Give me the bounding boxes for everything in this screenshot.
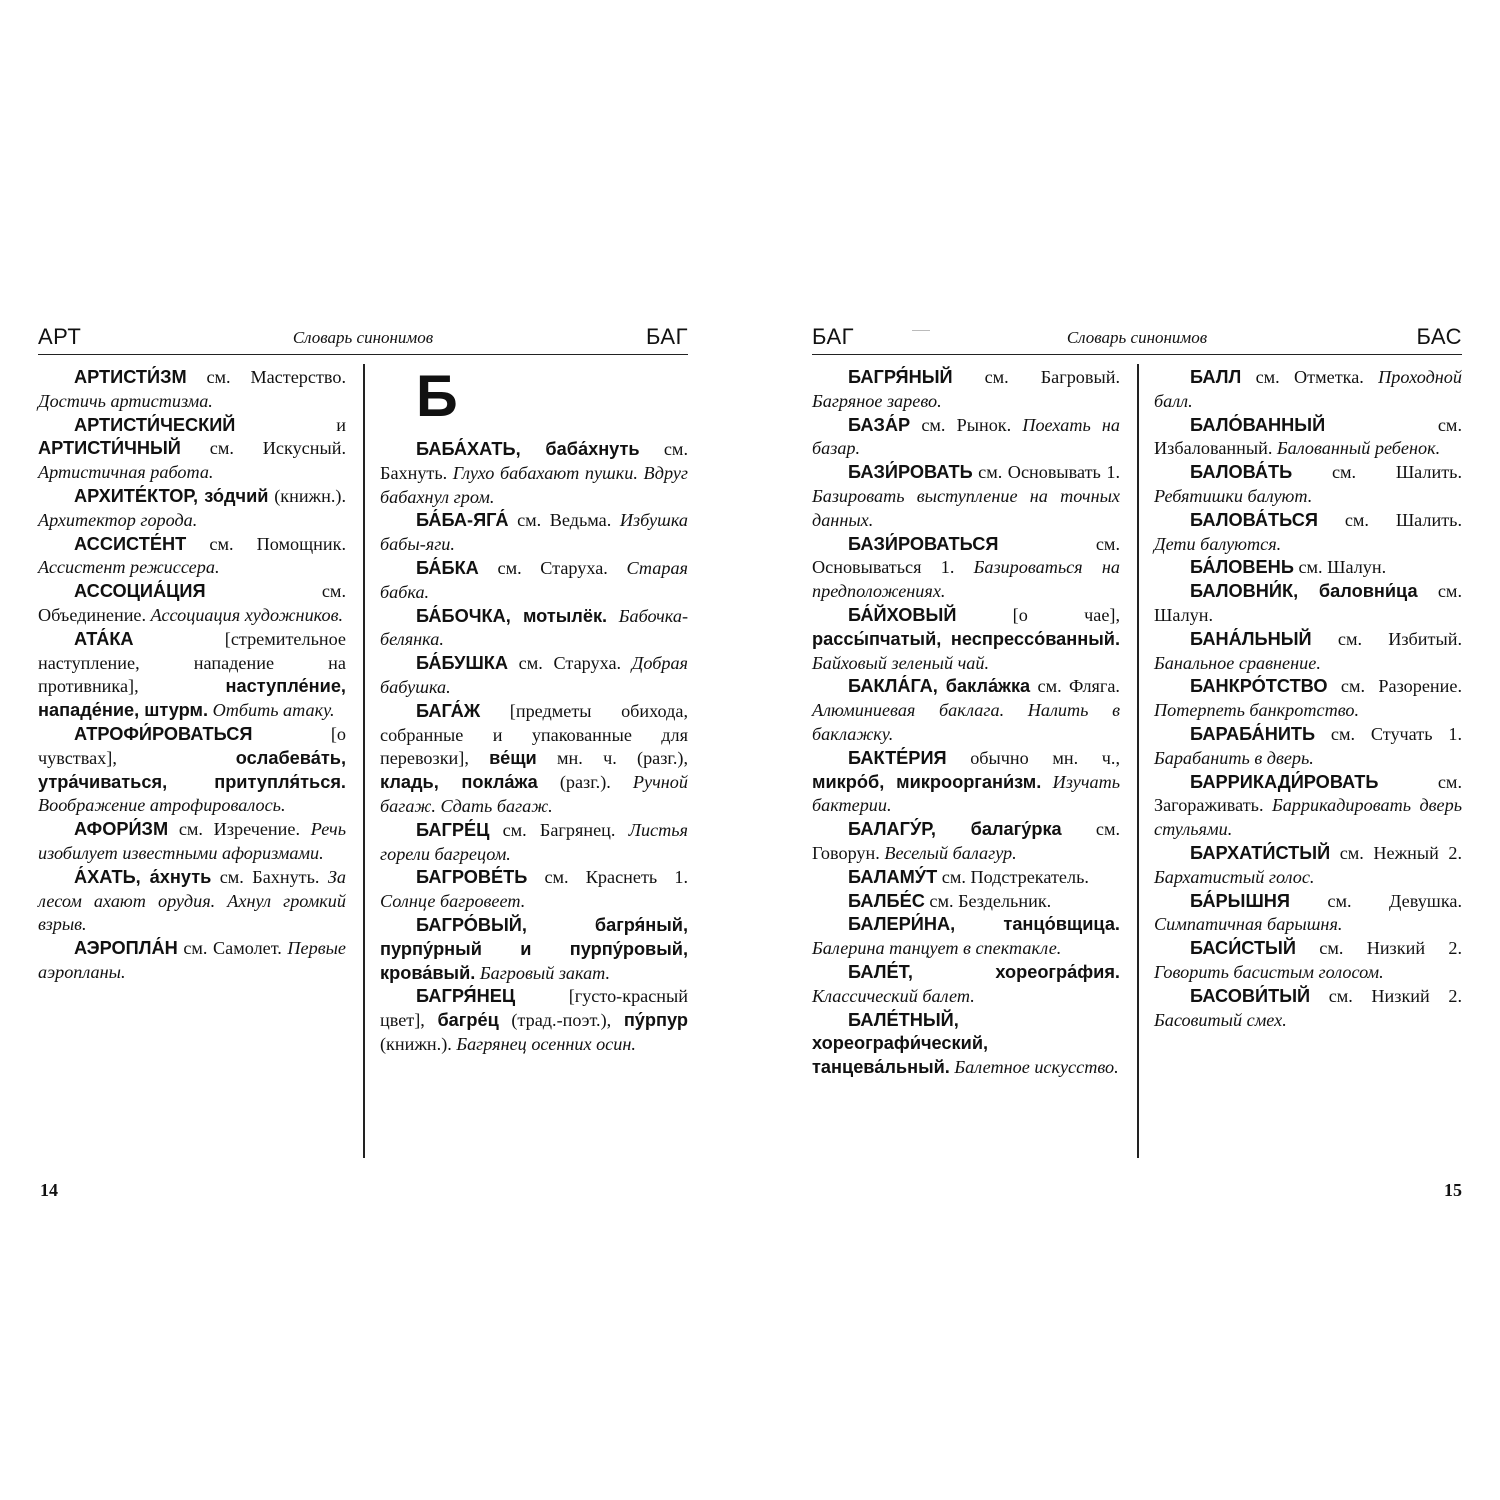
synonym: АРТИСТИ́ЧНЫЙ	[38, 438, 181, 459]
headword: БАНКРО́ТСТВО	[1190, 676, 1328, 697]
entry-text: см. Объединение.	[38, 581, 346, 625]
dictionary-entry	[812, 533, 1120, 604]
dictionary-entry	[380, 819, 688, 867]
entry-text: см. Основываться 1.	[812, 533, 1120, 578]
column-left	[812, 366, 1120, 1080]
usage-example: Багрянец осенних осин.	[456, 1033, 636, 1054]
usage-example: Базироваться на предположениях.	[812, 557, 1120, 602]
dictionary-entry	[1154, 628, 1462, 676]
headword: БА́РЫШНЯ	[1190, 890, 1290, 911]
entry-text: мн. ч. (разг.),	[536, 748, 688, 769]
usage-example: Баррикадировать дверь стульями.	[1154, 795, 1462, 840]
dictionary-entry	[38, 414, 346, 485]
entry-text: см. Шалун.	[1154, 581, 1462, 625]
headword: БАГРОВЕ́ТЬ	[416, 867, 528, 888]
headword: БАЛОВА́ТЬ	[1190, 462, 1293, 483]
headword: БАЛБЕ́С	[848, 890, 925, 911]
dictionary-entry	[1154, 461, 1462, 509]
dictionary-entry	[38, 818, 346, 866]
dictionary-entry	[38, 533, 346, 581]
headword: БАЛОВА́ТЬСЯ	[1190, 509, 1318, 530]
synonym: наступле́ние, нападе́ние, штурм.	[38, 676, 346, 721]
dictionary-entry	[380, 509, 688, 557]
headword: БА́БОЧКА, мотылёк.	[416, 605, 608, 626]
entry-text: см. Рынок.	[910, 414, 1023, 435]
usage-example: Избушка бабы-яги.	[380, 510, 688, 555]
entry-text: см. Искусный.	[180, 438, 346, 459]
header-rule	[812, 354, 1462, 355]
dictionary-entry	[812, 604, 1120, 675]
entry-text: (книжн.).	[268, 485, 346, 506]
headword: АРХИТЕ́КТОР, зо́дчий	[74, 485, 269, 506]
entry-text: см. Стучать 1.	[1315, 723, 1462, 744]
dictionary-entry	[1154, 509, 1462, 557]
page-number: 15	[1444, 1180, 1462, 1200]
usage-example: Глухо бабахают пушки. Вдруг бабахнул гром.	[380, 462, 688, 507]
headword: БАГРЯ́НЕЦ	[416, 986, 516, 1007]
entry-text: см. Шалун.	[1293, 557, 1387, 578]
headword: АРТИСТИ́ЧЕСКИЙ	[74, 414, 236, 435]
entry-text: см. Разорение.	[1327, 676, 1462, 697]
entry-text: см. Ведьма.	[508, 510, 620, 531]
entry-text: (книжн.).	[380, 1033, 457, 1054]
headword: БАЗИ́РОВАТЬСЯ	[848, 533, 999, 554]
headword: БАЛЛ	[1190, 367, 1242, 387]
dictionary-entry	[812, 913, 1120, 961]
entry-text: см. Отметка.	[1241, 367, 1379, 387]
headword: БАНА́ЛЬНЫЙ	[1190, 628, 1312, 649]
usage-example: Балованный ребенок.	[1276, 438, 1441, 459]
dictionary-entry	[812, 1009, 1120, 1080]
usage-example: Артистичная работа.	[38, 462, 214, 483]
dictionary-entry	[812, 747, 1120, 818]
headword: АЭРОПЛА́Н	[74, 938, 178, 959]
entry-text: см. Помощник.	[186, 533, 346, 554]
entries	[380, 438, 688, 1057]
dictionary-entry	[812, 890, 1120, 914]
headword: БАКТЕ́РИЯ	[848, 747, 947, 768]
headword: БАСИ́СТЫЙ	[1190, 938, 1296, 959]
entry-text: [стремительное наступление, нападение на противника],	[38, 628, 346, 697]
usage-example: Листья горели багрецом.	[380, 819, 688, 864]
headword: БАГА́Ж	[416, 700, 481, 721]
headword: БАЛОВНИ́К, баловни́ца	[1190, 581, 1418, 602]
column-right	[380, 366, 688, 1057]
usage-example: Веселый балагур.	[884, 842, 1017, 863]
usage-example: Симпатичная барышня.	[1154, 914, 1343, 935]
book-title: Словарь синонимов	[292, 328, 434, 347]
dictionary-entry	[38, 366, 346, 414]
dictionary-entry	[812, 675, 1120, 746]
dictionary-entry	[1154, 556, 1462, 580]
entry-text: см. Фляга.	[1030, 676, 1120, 697]
guide-word-first: АРТ	[38, 324, 82, 349]
dictionary-entry	[1154, 842, 1462, 890]
page-number: 14	[40, 1180, 58, 1200]
headword: БАЛО́ВАННЫЙ	[1190, 414, 1326, 435]
headword: АРТИСТИ́ЗМ	[74, 367, 187, 387]
entry-text: см. Старуха.	[507, 653, 632, 674]
headword: БА́БКА	[416, 557, 479, 578]
dictionary-entry	[1154, 771, 1462, 842]
entry-text: см. Загораживать.	[1154, 771, 1462, 816]
synonym: багре́ц	[437, 1010, 499, 1031]
synonym: кладь, покла́жа	[380, 772, 538, 793]
entry-text: см. Бездельник.	[924, 890, 1052, 911]
headword: БА́ЙХОВЫЙ	[848, 604, 957, 625]
dictionary-entry	[1154, 985, 1462, 1033]
entry-text: см. Шалить.	[1317, 509, 1462, 530]
headword: БАЗА́Р	[848, 414, 911, 435]
headword: А́ХАТЬ, а́хнуть	[74, 866, 212, 887]
headword: БАЛАМУ́Т	[848, 866, 938, 887]
usage-example: За лесом ахают орудия. Ахнул громкий взрыв.	[38, 866, 346, 935]
dictionary-entry	[38, 485, 346, 533]
usage-example: Ребятишки балуют.	[1154, 485, 1313, 506]
headword: БАРАБА́НИТЬ	[1190, 723, 1316, 744]
dictionary-entry	[380, 700, 688, 819]
headword: БАГРЯ́НЫЙ	[848, 367, 953, 387]
dictionary-entry	[1154, 414, 1462, 462]
dictionary-entry	[380, 914, 688, 985]
headword: БА́БА-ЯГА́	[416, 510, 509, 531]
usage-example: Классический балет.	[812, 985, 975, 1006]
dictionary-entry	[812, 366, 1120, 414]
headword: БАРРИКАДИ́РОВАТЬ	[1190, 771, 1379, 792]
entry-text	[1041, 772, 1052, 792]
headword: БАЛЕРИ́НА, танцо́вщица.	[848, 914, 1120, 935]
headword: БАГРЕ́Ц	[416, 819, 490, 840]
usage-example: Банальное сравнение.	[1154, 652, 1321, 673]
headword: БАКЛА́ГА, бакла́жка	[848, 676, 1031, 697]
entry-text: см. Изречение.	[168, 819, 311, 840]
dictionary-entry	[38, 628, 346, 723]
dictionary-entry	[812, 961, 1120, 1009]
entry-text: [предметы обихода, собранные и упакованные для перевозки],	[380, 700, 688, 769]
usage-example: Багряное зарево.	[812, 390, 942, 411]
dictionary-entry	[38, 723, 346, 818]
entry-text: см. Шалить.	[1292, 462, 1462, 483]
section-letter: Б	[416, 364, 458, 429]
column-divider	[1137, 364, 1139, 1158]
headword: АССОЦИА́ЦИЯ	[74, 581, 206, 602]
headword: БАГРО́ВЫЙ, багря́ный, пурпу́рный и пурпу́ровый, крова́вый.	[380, 914, 688, 983]
usage-example: Достичь артистизма.	[38, 390, 213, 411]
entry-text: (разг.).	[537, 772, 633, 793]
dictionary-entry	[380, 605, 688, 653]
usage-example: Потерпеть банкротство.	[1154, 700, 1360, 721]
dictionary-entry	[1154, 890, 1462, 938]
entry-text	[607, 606, 619, 626]
column-right	[1154, 366, 1462, 1032]
usage-example: Ручной багаж. Сдать багаж.	[380, 772, 688, 816]
synonym: пу́рпур	[623, 1010, 688, 1031]
dictionary-entry	[380, 866, 688, 914]
usage-example: Добрая бабушка.	[380, 653, 688, 697]
dictionary-entry	[1154, 580, 1462, 628]
dictionary-entry	[38, 580, 346, 628]
entry-text: см. Низкий 2.	[1295, 938, 1462, 959]
entry-text: см. Нежный 2.	[1330, 842, 1462, 863]
entry-text: см. Основывать 1.	[972, 462, 1120, 483]
entry-text: см. Багрянец.	[489, 819, 629, 840]
headword: БАЛАГУ́Р, балагу́рка	[848, 819, 1062, 840]
entry-text: см. Бахнуть.	[380, 439, 688, 483]
entry-text: см. Краснеть 1.	[527, 867, 688, 888]
usage-example: Изучать бактерии.	[812, 771, 1120, 816]
headword: БА́БУШКА	[416, 653, 508, 674]
column-divider	[363, 364, 365, 1158]
usage-example: Ассистент режиссера.	[38, 557, 220, 578]
entry-text: [о чае],	[956, 604, 1120, 625]
synonym: ослабева́ть, утра́чиваться, притупля́ться.	[38, 747, 346, 792]
headword: БАРХАТИ́СТЫЙ	[1190, 842, 1331, 863]
usage-example: Дети балуются.	[1154, 533, 1282, 554]
running-head	[38, 322, 688, 356]
headword: АССИСТЕ́НТ	[74, 533, 187, 554]
dictionary-entry	[1154, 366, 1462, 414]
synonym: ве́щи	[489, 748, 537, 769]
headword: БАБА́ХАТЬ, баба́хнуть	[416, 439, 640, 459]
headword: БАСОВИ́ТЫЙ	[1190, 985, 1311, 1006]
entry-text: см. Самолет.	[177, 938, 288, 959]
guide-word-first: БАГ	[812, 324, 855, 349]
usage-example: Солнце багровеет.	[380, 891, 526, 912]
entry-text: см. Избалованный.	[1154, 414, 1462, 459]
header-rule	[38, 354, 688, 355]
headword: БАЛЕ́ТНЫЙ, хореографи́ческий, танцева́льный.	[812, 1009, 989, 1078]
usage-example: Проходной балл.	[1154, 367, 1462, 411]
entry-text: см. Девушка.	[1289, 890, 1462, 911]
headword: АТА́КА	[74, 628, 134, 649]
dictionary-entry	[380, 652, 688, 700]
entry-text: см. Подстрекатель.	[937, 866, 1089, 887]
running-head	[812, 322, 1462, 356]
usage-example: Речь изобилует известными афоризмами.	[38, 819, 346, 863]
dictionary-entry	[380, 438, 688, 509]
entry-text: см. Старуха.	[478, 557, 627, 578]
usage-example: Старая бабка.	[380, 557, 688, 602]
headword: АТРОФИ́РОВАТЬСЯ	[74, 723, 253, 744]
dictionary-entry	[1154, 723, 1462, 771]
dictionary-entry	[812, 414, 1120, 462]
entry-text: см. Бахнуть.	[211, 866, 328, 887]
dictionary-entry	[38, 937, 346, 985]
usage-example: Базировать выступление на точных данных.	[812, 485, 1120, 530]
usage-example: Балетное искусство.	[954, 1057, 1119, 1078]
entry-text: см. Говорун.	[812, 819, 1120, 863]
entry-text: см. Низкий 2.	[1310, 985, 1462, 1006]
entry-text: см. Избитый.	[1311, 628, 1462, 649]
guide-word-last: БАГ	[645, 324, 688, 349]
dictionary-entry	[380, 985, 688, 1056]
entry-text: см. Багровый.	[952, 367, 1120, 387]
headword: АФОРИ́ЗМ	[74, 819, 169, 840]
usage-example: Бабочка-белянка.	[380, 605, 688, 650]
usage-example: Барабанить в дверь.	[1154, 747, 1314, 768]
usage-example: Басовитый смех.	[1154, 1009, 1287, 1030]
headword: БАЛЕ́Т, хореогра́фия.	[848, 961, 1120, 982]
usage-example: Говорить басистым голосом.	[1154, 961, 1384, 982]
usage-example: Багровый закат.	[479, 962, 611, 983]
usage-example: Архитектор города.	[38, 509, 198, 530]
synonym: микро́б, микрооргани́зм.	[812, 771, 1042, 792]
entry-text: обычно мн. ч.,	[946, 747, 1120, 768]
dictionary-entry	[812, 818, 1120, 866]
entry-text: и	[235, 414, 346, 435]
entry-text: [о чувствах],	[38, 723, 346, 768]
headword: БАЗИ́РОВАТЬ	[848, 462, 973, 483]
right-page	[812, 322, 1462, 1202]
entry-text: [густо-красный цвет],	[380, 986, 688, 1031]
entry-text: (трад.-поэт.),	[498, 1010, 624, 1031]
dictionary-entry	[380, 557, 688, 605]
book-title: Словарь синонимов	[1066, 328, 1208, 347]
usage-example: Поехать на базар.	[812, 414, 1120, 459]
synonym: рассы́пчатый, неспрессо́ванный.	[812, 628, 1120, 649]
column-left	[38, 366, 346, 985]
dictionary-entry	[812, 461, 1120, 532]
headword: БА́ЛОВЕНЬ	[1190, 557, 1294, 578]
usage-example: Алюминиевая баклага. Налить в баклажку.	[812, 700, 1120, 744]
usage-example: Отбить атаку.	[212, 700, 335, 721]
dictionary-entry	[38, 866, 346, 937]
usage-example: Байховый зеленый чай.	[812, 652, 990, 673]
usage-example: Воображение атрофировалось.	[38, 795, 286, 816]
usage-example: Первые аэропланы.	[38, 938, 346, 982]
entry-text: см. Мастерство.	[186, 367, 346, 387]
dictionary-entry	[1154, 675, 1462, 723]
dictionary-entry	[812, 866, 1120, 890]
dictionary-entry	[1154, 937, 1462, 985]
left-page	[38, 322, 688, 1202]
usage-example: Балерина танцует в спектакле.	[812, 938, 1062, 959]
usage-example: Ассоциация художников.	[150, 604, 344, 625]
usage-example: Бархатистый голос.	[1154, 866, 1315, 887]
guide-word-last: БАС	[1416, 324, 1462, 349]
